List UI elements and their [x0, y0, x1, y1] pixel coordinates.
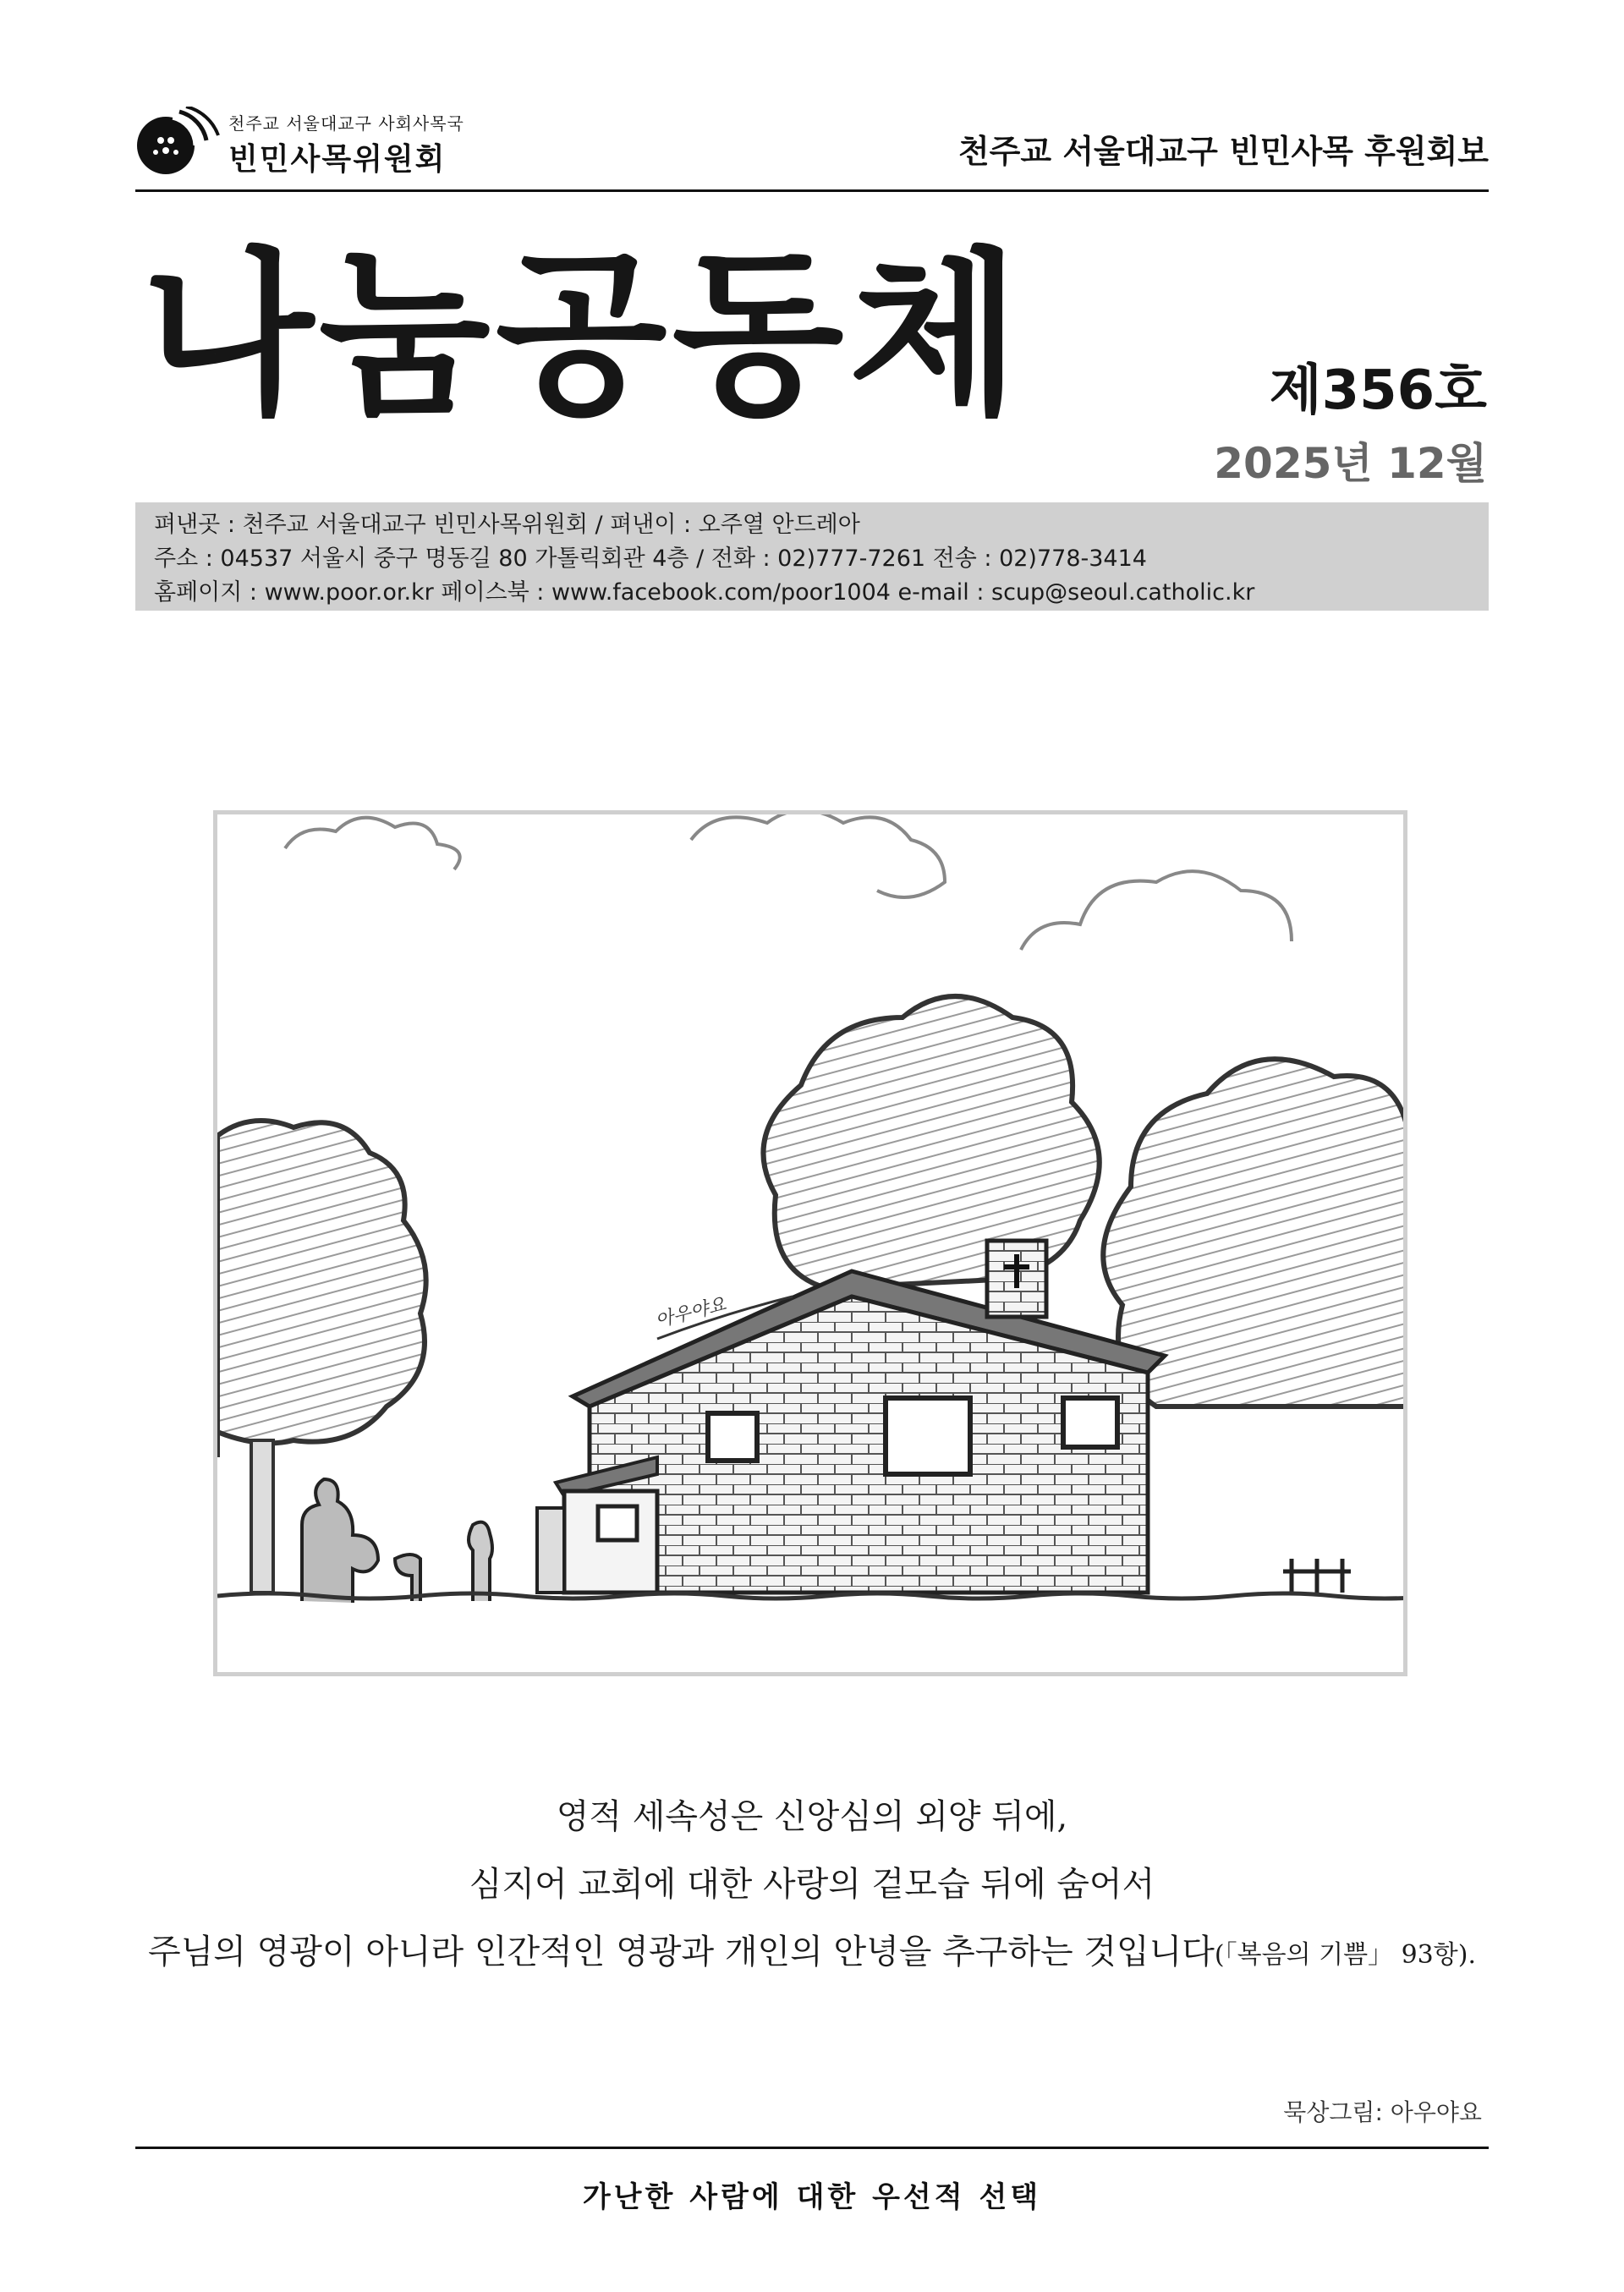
tree-left — [217, 1121, 426, 1457]
meditation-illustration — [213, 810, 1407, 1676]
address-line: 주소 : 04537 서울시 중구 명동길 80 가톨릭회관 4층 / 전화 : 02)777-7261 전송 : 02)778-3414 — [154, 546, 1147, 572]
contact-line: 홈페이지 : www.poor.or.kr 페이스북 : www.facebook.com/poor1004 e-mail : scup@seoul.catholic.kr — [154, 579, 1255, 606]
top-divider — [135, 189, 1489, 192]
cloud-right — [1021, 871, 1292, 950]
quote-source: (「복음의 기쁨」 93항). — [1214, 1940, 1476, 1970]
window-right — [1063, 1398, 1117, 1447]
figure-adult — [302, 1479, 378, 1603]
bottom-divider — [135, 2147, 1489, 2149]
annex-window — [598, 1506, 637, 1540]
window-center — [886, 1398, 970, 1474]
logo-mark-icon — [135, 107, 220, 178]
footer-motto: 가난한 사람에 대한 우선적 선택 — [582, 2180, 1042, 2214]
illustration-credit: 묵상그림: 아우야요 — [1283, 2098, 1482, 2126]
tree-trunk — [251, 1440, 273, 1593]
figure-child-1 — [395, 1555, 420, 1601]
quote-line-2: 심지어 교회에 대한 사랑의 겉모습 뒤에 숨어서 — [469, 1865, 1155, 1904]
quote-line-3-text: 주님의 영광이 아니라 인간적인 영광과 개인의 안녕을 추구하는 것입니다 — [148, 1933, 1215, 1971]
church-door — [537, 1508, 564, 1593]
masthead-title: 나눔공동체 — [142, 232, 1026, 439]
fence-icon — [1283, 1559, 1351, 1593]
quote-line-1: 영적 세속성은 신앙심의 외양 뒤에, — [556, 1797, 1068, 1836]
issue-number: 제356호 — [1269, 359, 1487, 422]
illustration-signature: 아우야요 — [653, 1293, 728, 1332]
publisher-line: 펴낸곳 : 천주교 서울대교구 빈민사목위원회 / 펴낸이 : 오주열 안드레아 — [154, 512, 860, 538]
cloud-left — [285, 818, 460, 869]
logo — [135, 103, 508, 181]
cloud-top — [691, 814, 945, 897]
church-drawing — [217, 814, 1403, 1672]
window-left — [708, 1413, 757, 1461]
figure-child-2 — [469, 1522, 492, 1601]
logo-org-name: 빈민사목위원회 — [228, 142, 447, 177]
newsletter-subtitle: 천주교 서울대교구 빈민사목 후원회보 — [957, 133, 1489, 170]
quote-line-3 — [135, 1925, 1489, 1973]
publisher-info-box — [135, 502, 1489, 611]
logo-small-text: 천주교 서울대교구 사회사목국 — [228, 113, 464, 134]
issue-date: 2025년 12월 — [1214, 439, 1487, 488]
tree-middle — [763, 996, 1099, 1288]
